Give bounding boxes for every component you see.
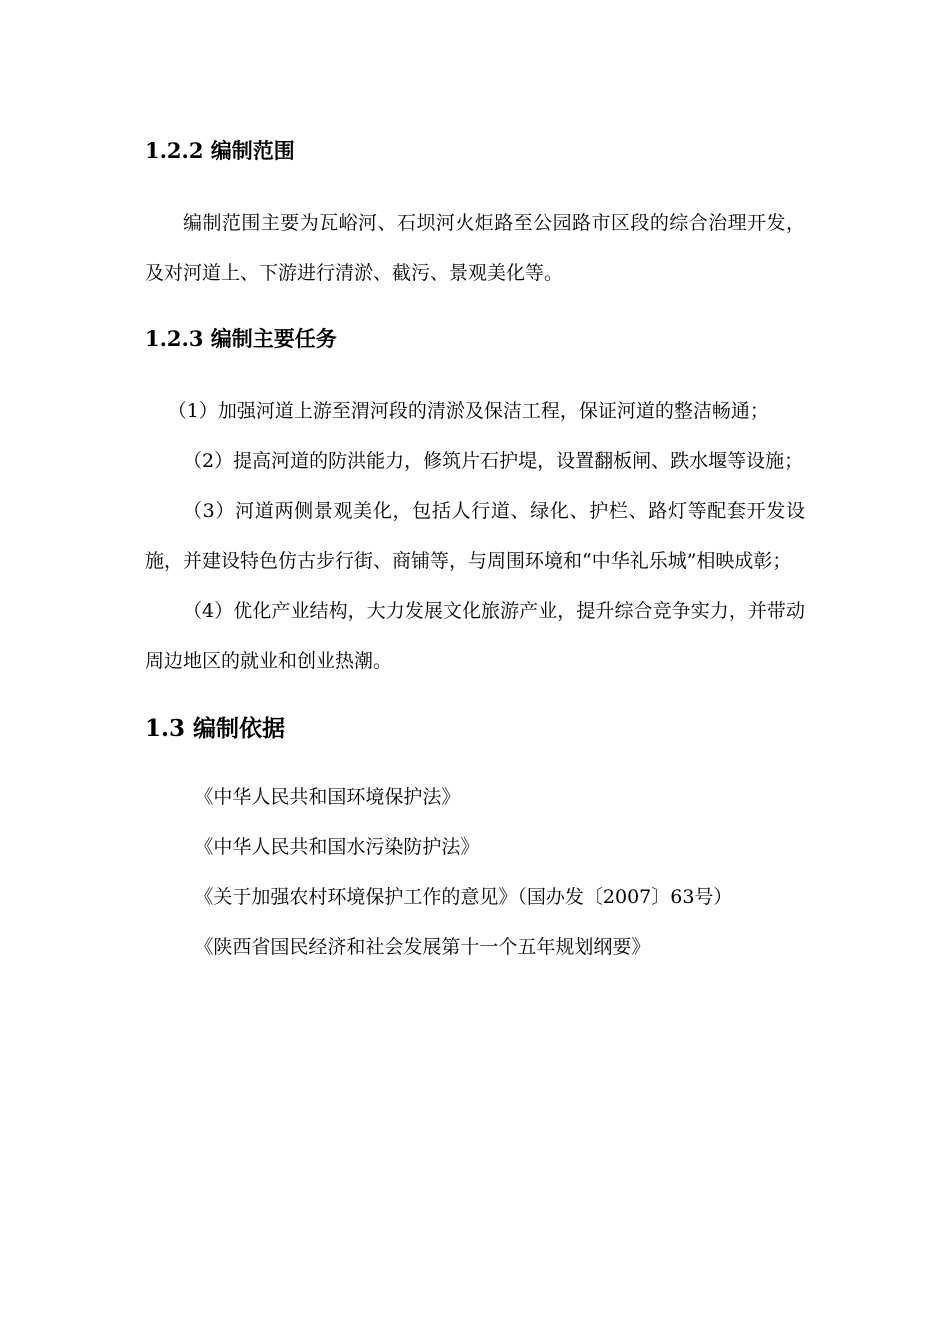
reference-item-1: 《中华人民共和国环境保护法》	[194, 786, 461, 808]
reference-item-3: 《关于加强农村环境保护工作的意见》（国办发〔2007〕63号）	[194, 886, 733, 908]
task-item-3: （3）河道两侧景观美化，包括人行道、绿化、护栏、路灯等配套开发设施，并建设特色仿古步行街、商铺等，与周围环境和“中华礼乐城”相映成彰；	[145, 500, 805, 572]
reference-item-4: 《陕西省国民经济和社会发展第十一个五年规划纲要》	[194, 936, 651, 958]
heading-basis: 1.3 编制依据	[145, 715, 286, 742]
heading-main-tasks: 1.2.3 编制主要任务	[145, 326, 337, 351]
task-item-2: （2）提高河道的防洪能力，修筑片石护堤，设置翻板闸、跌水堰等设施；	[183, 450, 804, 472]
task-item-4: （4）优化产业结构，大力发展文化旅游产业，提升综合竞争实力，并带动周边地区的就业和创业热潮。	[145, 600, 805, 672]
paragraph-scope: 编制范围主要为瓦峪河、石坝河火炬路至公园路市区段的综合治理开发，及对河道上、下游进行清淤、截污、景观美化等。	[145, 212, 805, 284]
task-item-1: （1）加强河道上游至渭河段的清淤及保洁工程，保证河道的整洁畅通；	[167, 400, 769, 422]
heading-scope: 1.2.2 编制范围	[145, 138, 295, 163]
reference-item-2: 《中华人民共和国水污染防护法》	[194, 836, 480, 858]
document-content	[145, 128, 805, 972]
